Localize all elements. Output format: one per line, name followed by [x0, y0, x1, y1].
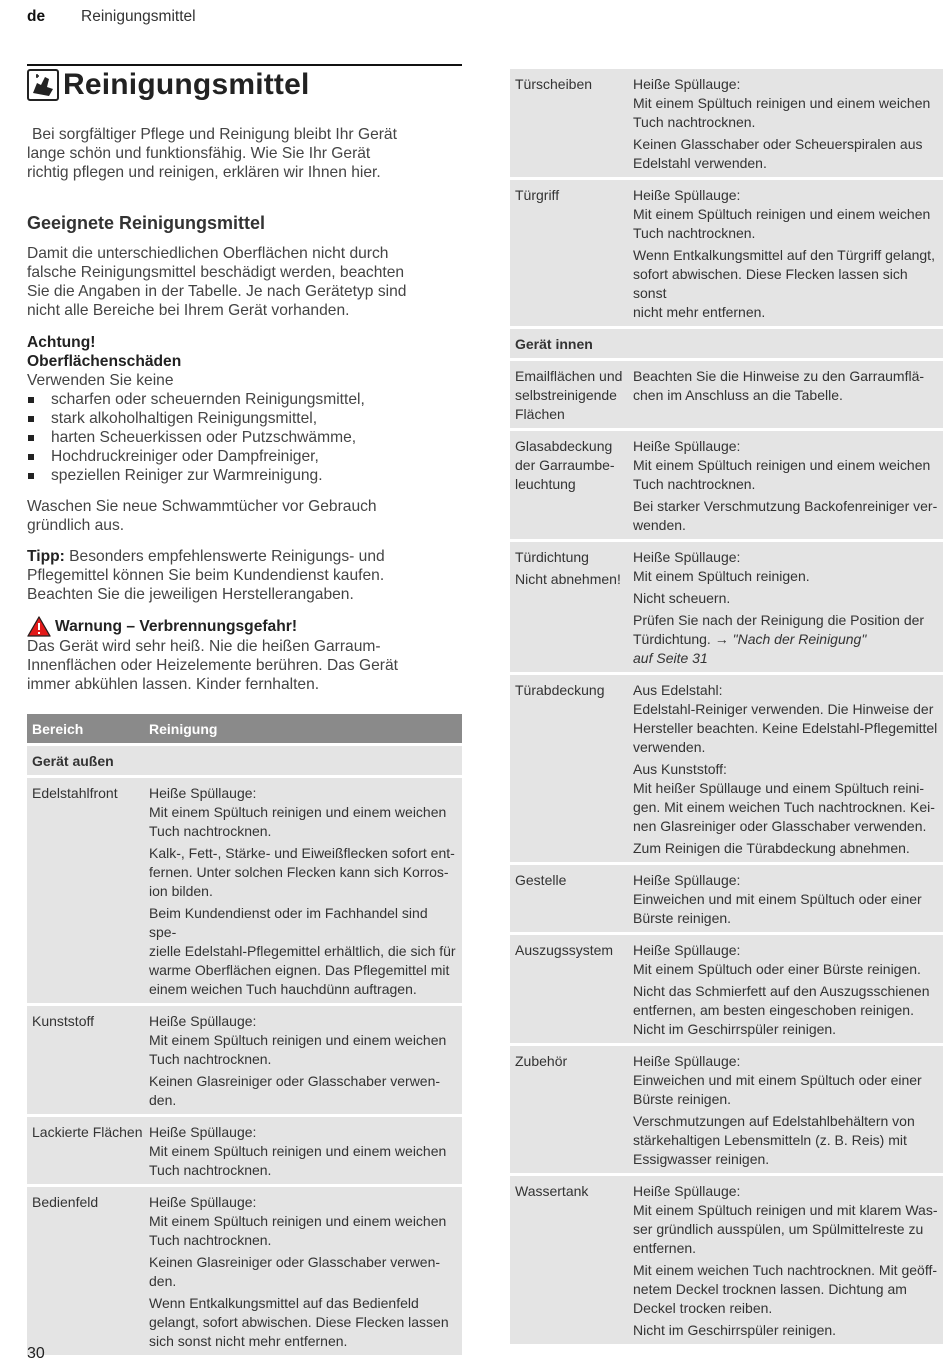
text-line: Waschen Sie neue Schwammtücher vor Gebrauch	[27, 498, 377, 515]
cleaning-text: Mit einem Spültuch reinigen.	[633, 568, 810, 584]
cleaning-text: den.	[149, 1273, 177, 1289]
table-row	[510, 179, 943, 328]
table-row	[510, 541, 943, 674]
cleaning-table-right	[510, 66, 943, 1344]
area-label: Auszugssystem	[515, 942, 614, 958]
area-label: Nicht abnehmen!	[515, 571, 621, 587]
cleaning-cell	[631, 674, 943, 864]
area-cell	[510, 1045, 631, 1175]
group-label: Gerät außen	[27, 745, 462, 777]
area-cell	[510, 541, 631, 674]
cleaning-text: ser gründlich ausspülen, um Spülmittelreste zu	[633, 1221, 924, 1237]
list-item: Hochdruckreiniger oder Dampfreiniger,	[27, 447, 462, 466]
cleaning-text: Heiße Spüllauge:	[633, 76, 741, 92]
cleaning-text: Prüfen Sie nach der Reinigung die Position der	[633, 612, 925, 628]
cleaning-text: Keinen Glasreiniger oder Glasschaber verwen-	[149, 1254, 441, 1270]
warning-label: Warnung – Verbrennungsgefahr!	[55, 617, 298, 635]
cleaning-text: Tuch nachtrocknen.	[633, 476, 756, 492]
cleaning-cell	[631, 864, 943, 934]
area-cell	[510, 360, 631, 430]
table-row	[510, 430, 943, 541]
cleaning-cell	[631, 430, 943, 541]
text-line: Sie die Angaben in der Tabelle. Je nach Gerätetyp sind	[27, 283, 407, 300]
area-cell	[27, 1116, 147, 1186]
column-header-area: Bereich	[27, 714, 147, 745]
cleaning-text: verwenden.	[633, 739, 706, 755]
cleaning-table-left	[27, 714, 462, 1355]
table-row	[510, 68, 943, 179]
reference-arrow-icon: →	[714, 631, 729, 647]
table-row	[27, 1116, 462, 1186]
cleaning-text: Nicht scheuern.	[633, 590, 731, 606]
cleaning-text: gen. Mit einem weichen Tuch nachtrocknen. Kei-	[633, 799, 935, 815]
cleaning-text: Zum Reinigen die Türabdeckung abnehmen.	[633, 840, 910, 856]
cleaning-cell	[631, 1045, 943, 1175]
cleaning-text: Aus Edelstahl:	[633, 682, 723, 698]
cleaning-text: netem Deckel trocknen lassen. Dichtung am	[633, 1281, 907, 1297]
header-section-title: Reinigungsmittel	[81, 8, 196, 25]
text-line: Das Gerät wird sehr heiß. Nie die heißen Garraum-	[27, 638, 381, 655]
cleaning-text: Heiße Spüllauge:	[633, 549, 741, 565]
text-line: gründlich aus.	[27, 517, 125, 534]
table-row	[27, 1186, 462, 1356]
left-column	[27, 64, 462, 1355]
list-item: stark alkoholhaltigen Reinigungsmittel,	[27, 409, 462, 428]
cleaning-text: zielle Edelstahl-Pflegemittel erhältlich, die sich für	[149, 943, 456, 959]
cleaning-text: Mit einem Spültuch reinigen und einem weichen	[149, 1032, 447, 1048]
tip-label: Tipp:	[27, 548, 65, 565]
caution-lead: Verwenden Sie keine	[27, 372, 174, 389]
cleaning-hand-icon	[27, 69, 59, 101]
cleaning-text: Deckel trocken reiben.	[633, 1300, 773, 1316]
area-label: Türgriff	[515, 187, 560, 203]
area-label: Lackierte Flächen	[32, 1124, 143, 1140]
cleaning-text: Heiße Spüllauge:	[633, 438, 741, 454]
cleaning-text: Keinen Glasreiniger oder Glasschaber verwen-	[149, 1073, 441, 1089]
table-group-row	[27, 745, 462, 777]
area-label: leuchtung	[515, 476, 576, 492]
area-cell	[510, 179, 631, 328]
table-row	[510, 934, 943, 1045]
list-item: scharfen oder scheuernden Reinigungsmittel,	[27, 390, 462, 409]
cleaning-text: Edelstahl-Reiniger verwenden. Die Hinweise der	[633, 701, 934, 717]
warning-heading	[27, 616, 462, 637]
cleaning-text: sofort abwischen. Diese Flecken lassen sich sonst	[633, 266, 908, 301]
cleaning-text: Mit heißer Spüllauge und einem Spültuch reini-	[633, 780, 925, 796]
cleaning-cell	[631, 1175, 943, 1345]
cleaning-text: wenden.	[633, 517, 686, 533]
text-line: immer abkühlen lassen. Kinder fernhalten.	[27, 676, 320, 693]
cleaning-text: Tuch nachtrocknen.	[633, 114, 756, 130]
cleaning-text: gelangt, sofort abwischen. Diese Flecken lassen	[149, 1314, 449, 1330]
cleaning-text: Kalk-, Fett-, Stärke- und Eiweißflecken sofort ent-	[149, 845, 455, 861]
table-row	[510, 1045, 943, 1175]
warning-text	[27, 637, 462, 694]
chapter-title-bar	[27, 64, 462, 102]
cleaning-cell	[147, 1116, 462, 1186]
area-label: Türscheiben	[515, 76, 593, 92]
cleaning-text: den.	[149, 1092, 177, 1108]
cleaning-text: Essigwasser reinigen.	[633, 1151, 770, 1167]
text-line: lange schön und funktionsfähig. Wie Sie Ihr Gerät	[27, 145, 371, 162]
text-line: richtig pflegen und reinigen, erklären wir Ihnen hier.	[27, 164, 381, 181]
area-label: Bedienfeld	[32, 1194, 99, 1210]
list-item: harten Scheuerkissen oder Putzschwämme,	[27, 428, 462, 447]
cleaning-text: Heiße Spüllauge:	[149, 1194, 257, 1210]
list-item: speziellen Reiniger zur Warmreinigung.	[27, 466, 462, 485]
text-line: Innenflächen oder Heizelemente berühren. Das Gerät	[27, 657, 399, 674]
area-label: Flächen	[515, 406, 565, 422]
area-label: Emailflächen und	[515, 368, 623, 384]
cleaning-text: Nicht im Geschirrspüler reinigen.	[633, 1021, 837, 1037]
tip-paragraph	[27, 547, 462, 604]
cleaning-text: Mit einem Spültuch reinigen und einem weichen	[149, 804, 447, 820]
cleaning-text: ion bilden.	[149, 883, 213, 899]
cleaning-text: Beachten Sie die Hinweise zu den Garraumflä-	[633, 368, 925, 384]
cleaning-text: Beim Kundendienst oder im Fachhandel sind spe-	[149, 905, 428, 940]
area-cell	[27, 1005, 147, 1116]
table-row	[510, 360, 943, 430]
cleaning-text: entfernen, am besten eingeschoben reinigen.	[633, 1002, 914, 1018]
cleaning-text: Mit einem Spültuch oder einer Bürste reinigen.	[633, 961, 921, 977]
cleaning-cell	[631, 541, 943, 674]
area-cell	[510, 1175, 631, 1345]
cleaning-cell	[631, 68, 943, 179]
warning-block	[27, 616, 462, 694]
cleaning-text: Mit einem Spültuch reinigen und mit klarem Was-	[633, 1202, 938, 1218]
cleaning-cell	[147, 777, 462, 1005]
area-label: Türabdeckung	[515, 682, 605, 698]
cleaning-text: warme Oberflächen eignen. Das Pflegemittel mit	[149, 962, 450, 978]
group-label: Gerät innen	[510, 328, 943, 360]
caution-label: Achtung!	[27, 334, 96, 351]
cleaning-text: Heiße Spüllauge:	[633, 1183, 741, 1199]
cleaning-text: Hersteller beachten. Keine Edelstahl-Pflegemittel	[633, 720, 938, 736]
table-row	[510, 1175, 943, 1345]
cleaning-text: Edelstahl verwenden.	[633, 155, 767, 171]
cleaning-text: Heiße Spüllauge:	[149, 1124, 257, 1140]
cleaning-text: Nicht im Geschirrspüler reinigen.	[633, 1322, 837, 1338]
area-label: Kunststoff	[32, 1013, 95, 1029]
cleaning-text: Heiße Spüllauge:	[633, 872, 741, 888]
page-number: 30	[27, 1345, 45, 1362]
area-cell	[510, 674, 631, 864]
text-line: Bei sorgfältiger Pflege und Reinigung bleibt Ihr Gerät	[32, 126, 397, 143]
cleaning-cell	[147, 1005, 462, 1116]
area-cell	[510, 68, 631, 179]
caution-subtitle: Oberflächenschäden	[27, 353, 182, 370]
intro-paragraph	[27, 125, 462, 182]
cleaning-text: Heiße Spüllauge:	[633, 1053, 741, 1069]
caution-block	[27, 333, 462, 485]
cleaning-text: stärkehaltigen Lebensmitteln (z. B. Reis) mit	[633, 1132, 907, 1148]
area-label: Türdichtung	[515, 549, 589, 565]
area-label: selbstreinigende	[515, 387, 617, 403]
area-cell	[510, 864, 631, 934]
cleaning-cell	[631, 179, 943, 328]
area-label: Wassertank	[515, 1183, 589, 1199]
page-header	[27, 8, 196, 26]
cleaning-text: sich sonst nicht mehr entfernen.	[149, 1333, 348, 1349]
cleaning-text: Wenn Entkalkungsmittel auf den Türgriff gelangt,	[633, 247, 935, 263]
cleaning-text: nen Glasreiniger oder Glasschaber verwenden.	[633, 818, 927, 834]
cleaning-cell	[147, 1186, 462, 1356]
cleaning-text: Mit einem Spültuch reinigen und einem weichen	[633, 95, 931, 111]
cleaning-text: Mit einem Spültuch reinigen und einem weichen	[633, 206, 931, 222]
caution-list	[27, 390, 462, 485]
cleaning-text: Tuch nachtrocknen.	[149, 1162, 272, 1178]
page-title: Reinigungsmittel	[63, 68, 310, 101]
cleaning-text: Heiße Spüllauge:	[633, 942, 741, 958]
cleaning-text: Mit einem Spültuch reinigen und einem weichen	[149, 1213, 447, 1229]
area-cell	[510, 934, 631, 1045]
area-cell	[27, 777, 147, 1005]
cleaning-text: Heiße Spüllauge:	[149, 785, 257, 801]
cleaning-text: nicht mehr entfernen.	[633, 304, 766, 320]
cleaning-text: entfernen.	[633, 1240, 697, 1256]
sponge-paragraph	[27, 497, 462, 535]
text-line: Damit die unterschiedlichen Oberflächen nicht durch	[27, 245, 389, 262]
cleaning-text: Einweichen und mit einem Spültuch oder einer	[633, 891, 922, 907]
cross-reference-page[interactable]: auf Seite 31	[633, 650, 708, 666]
cleaning-text: Heiße Spüllauge:	[633, 187, 741, 203]
area-cell	[510, 430, 631, 541]
table-group-row	[510, 328, 943, 360]
cleaning-text: Bei starker Verschmutzung Backofenreiniger ver-	[633, 498, 938, 514]
table-intro-paragraph	[27, 244, 462, 320]
cleaning-text: Türdichtung.	[633, 631, 711, 647]
cleaning-text: Keinen Glasschaber oder Scheuerspiralen aus	[633, 136, 923, 152]
area-label: Edelstahlfront	[32, 785, 118, 801]
cleaning-text: Tuch nachtrocknen.	[149, 1232, 272, 1248]
cleaning-text: chen im Anschluss an die Tabelle.	[633, 387, 843, 403]
warning-triangle-icon	[27, 616, 51, 637]
cleaning-text: Wenn Entkalkungsmittel auf das Bedienfeld	[149, 1295, 419, 1311]
area-cell	[27, 1186, 147, 1356]
text-line: Pflegemittel können Sie beim Kundendienst kaufen.	[27, 567, 385, 584]
cleaning-text: Bürste reinigen.	[633, 1091, 732, 1107]
cleaning-text: Tuch nachtrocknen.	[633, 225, 756, 241]
column-header-cleaning: Reinigung	[147, 714, 462, 745]
language-code: de	[27, 8, 46, 25]
cleaning-text: Mit einem Spültuch reinigen und einem weichen	[633, 457, 931, 473]
table-row	[27, 777, 462, 1005]
area-label: Zubehör	[515, 1053, 568, 1069]
text-line: Besonders empfehlenswerte Reinigungs- und	[64, 548, 385, 565]
cleaning-text: einem weichen Tuch hauchdünn auftragen.	[149, 981, 417, 997]
table-row	[510, 864, 943, 934]
table-row	[510, 674, 943, 864]
cleaning-text: Heiße Spüllauge:	[149, 1013, 257, 1029]
text-line: Beachten Sie die jeweiligen Herstellerangaben.	[27, 586, 354, 603]
cleaning-text: Verschmutzungen auf Edelstahlbehältern von	[633, 1113, 915, 1129]
area-label: der Garraumbe-	[515, 457, 615, 473]
area-label: Glasabdeckung	[515, 438, 613, 454]
section-heading: Geeignete Reinigungsmittel	[27, 213, 266, 233]
cleaning-text: Bürste reinigen.	[633, 910, 732, 926]
cross-reference-link[interactable]: "Nach der Reinigung"	[732, 631, 867, 647]
cleaning-cell	[631, 360, 943, 430]
right-column	[510, 66, 943, 1344]
cleaning-text: Nicht das Schmierfett auf den Auszugsschienen	[633, 983, 930, 999]
cleaning-text: Mit einem Spültuch reinigen und einem weichen	[149, 1143, 447, 1159]
cleaning-text: Tuch nachtrocknen.	[149, 1051, 272, 1067]
cleaning-text: fernen. Unter solchen Flecken kann sich Korros-	[149, 864, 449, 880]
cleaning-text: Einweichen und mit einem Spültuch oder einer	[633, 1072, 922, 1088]
cleaning-cell	[631, 934, 943, 1045]
area-label: Gestelle	[515, 872, 567, 888]
cleaning-text: Mit einem weichen Tuch nachtrocknen. Mit geöff-	[633, 1262, 938, 1278]
text-line: nicht alle Bereiche bei Ihrem Gerät vorhanden.	[27, 302, 350, 319]
text-line: falsche Reinigungsmittel beschädigt werden, beachten	[27, 264, 405, 281]
cleaning-text: Aus Kunststoff:	[633, 761, 727, 777]
cleaning-text: Tuch nachtrocknen.	[149, 823, 272, 839]
table-row	[27, 1005, 462, 1116]
